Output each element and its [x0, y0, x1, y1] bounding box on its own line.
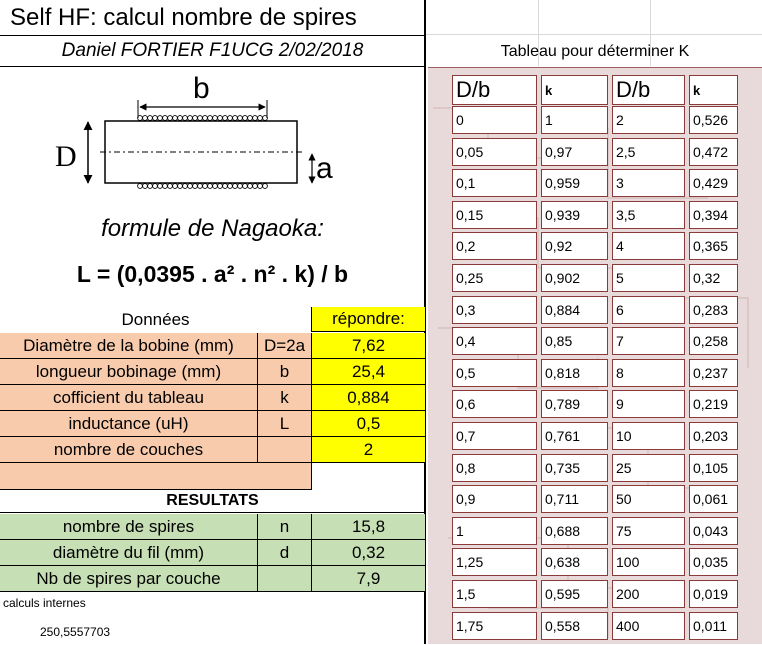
input-label: nombre de couches [0, 437, 258, 463]
wire-turn [243, 116, 248, 121]
k-table-cell: 0,15 [452, 201, 537, 229]
input-value-field[interactable]: 25,4 [312, 359, 425, 385]
gridline [425, 34, 762, 35]
k-table-cell: 1,5 [452, 580, 537, 608]
wire-turn [253, 116, 258, 121]
wire-turn [243, 184, 248, 189]
results-title: RESULTATS [0, 489, 425, 513]
input-symbol: k [258, 385, 312, 411]
input-value-field[interactable]: 0,884 [312, 385, 425, 411]
label-d: D [55, 140, 77, 173]
result-value: 0,32 [312, 540, 425, 566]
k-table-cell: 0,472 [689, 138, 738, 166]
k-table-cell: 0,711 [541, 485, 608, 513]
k-table-cell: 0,5 [452, 359, 537, 387]
k-table-cell: 3,5 [612, 201, 685, 229]
k-table-cell: 0,735 [541, 454, 608, 482]
wire-turn [218, 184, 223, 189]
wire-turn [203, 116, 208, 121]
k-table-cell: 200 [612, 580, 685, 608]
k-table-cell: 75 [612, 517, 685, 545]
k-table-cell: 0,884 [541, 296, 608, 324]
k-table-cell: 0,25 [452, 264, 537, 292]
k-table-cell: 0,818 [541, 359, 608, 387]
wire-turn [163, 184, 168, 189]
k-table-cell: 9 [612, 390, 685, 418]
wire-turn [148, 116, 153, 121]
wire-turn [203, 184, 208, 189]
k-table-cell: 0,688 [541, 517, 608, 545]
k-table-cell: 0,85 [541, 327, 608, 355]
k-table-cell: 0,3 [452, 296, 537, 324]
k-table-cell: 0,203 [689, 422, 738, 450]
k-table-cell: 400 [612, 612, 685, 640]
wire-turn [163, 116, 168, 121]
k-table-cell: 0,595 [541, 580, 608, 608]
result-symbol [258, 566, 312, 592]
formula-caption: formule de Nagaoka: [101, 215, 324, 242]
wire-turn [178, 116, 183, 121]
k-table-cell: 0 [452, 106, 537, 134]
wire-turn [248, 116, 253, 121]
wire-turn [188, 116, 193, 121]
wire-turn [173, 184, 178, 189]
wire-turn [153, 184, 158, 189]
k-table-cell: 2,5 [612, 138, 685, 166]
k-table-header: k [689, 75, 738, 105]
label-a: a [316, 152, 333, 185]
k-table-cell: 0,32 [689, 264, 738, 292]
k-table-cell: 0,902 [541, 264, 608, 292]
result-value: 15,8 [312, 514, 425, 540]
wire-turn [168, 184, 173, 189]
result-symbol: d [258, 540, 312, 566]
k-table-cell: 4 [612, 232, 685, 260]
k-table-cell: 0,959 [541, 169, 608, 197]
wire-turn [263, 184, 268, 189]
wire-turn [233, 116, 238, 121]
wire-turn [258, 116, 263, 121]
k-table-cell: 0,05 [452, 138, 537, 166]
input-symbol: b [258, 359, 312, 385]
k-table-cell: 50 [612, 485, 685, 513]
k-table-cell: 7 [612, 327, 685, 355]
inputs-header: Données [0, 307, 312, 332]
wire-turn [153, 116, 158, 121]
wire-turn [173, 116, 178, 121]
wire-turn [213, 184, 218, 189]
label-b: b [193, 72, 210, 105]
k-table-cell: 1,75 [452, 612, 537, 640]
wire-turn [258, 184, 263, 189]
k-table-cell: 0,258 [689, 327, 738, 355]
k-table-cell: 1 [541, 106, 608, 134]
k-table-header: D/b [452, 75, 537, 105]
wire-turn [228, 116, 233, 121]
k-table-cell: 0,7 [452, 422, 537, 450]
wire-turn [233, 184, 238, 189]
wire-turn [238, 116, 243, 121]
k-table-header: D/b [612, 75, 685, 105]
k-table-cell: 0,1 [452, 169, 537, 197]
nagaoka-formula: L = (0,0395 . a² . n² . k) / b [76, 260, 349, 287]
result-label: nombre de spires [0, 514, 258, 540]
input-label: longueur bobinage (mm) [0, 359, 258, 385]
input-label: inductance (uH) [0, 411, 258, 437]
input-value-field[interactable]: 7,62 [312, 333, 425, 359]
wire-turn [158, 116, 163, 121]
k-table-cell: 25 [612, 454, 685, 482]
k-table-cell: 0,92 [541, 232, 608, 260]
wire-turn [183, 116, 188, 121]
wire-turn [188, 184, 193, 189]
wire-turn [253, 184, 258, 189]
input-symbol: D=2a [258, 333, 312, 359]
wire-turn [143, 116, 148, 121]
result-symbol: n [258, 514, 312, 540]
wire-turn [213, 116, 218, 121]
input-value-field[interactable]: 0,5 [312, 411, 425, 437]
k-table-cell: 0,789 [541, 390, 608, 418]
k-table-cell: 0,219 [689, 390, 738, 418]
k-table-title: Tableau pour déterminer K [500, 43, 690, 60]
wire-turn [168, 116, 173, 121]
wire-turn [198, 184, 203, 189]
k-table-cell: 0,283 [689, 296, 738, 324]
k-table-cell: 5 [612, 264, 685, 292]
internal-value: 250,5557703 [40, 625, 111, 639]
k-table-cell: 8 [612, 359, 685, 387]
wire-turn [248, 184, 253, 189]
k-table-cell: 0,4 [452, 327, 537, 355]
coil-diagram [50, 70, 360, 200]
k-table-cell: 0,6 [452, 390, 537, 418]
k-table-cell: 0,9 [452, 485, 537, 513]
k-table-cell: 100 [612, 548, 685, 576]
wire-turn [208, 116, 213, 121]
wire-turn [158, 184, 163, 189]
result-label: diamètre du fil (mm) [0, 540, 258, 566]
author-line: Daniel FORTIER F1UCG 2/02/2018 [0, 36, 425, 67]
wire-turn [178, 184, 183, 189]
k-table-cell: 0,761 [541, 422, 608, 450]
k-table-cell: 0,061 [689, 485, 738, 513]
wire-turn [223, 116, 228, 121]
sheet-title: Self HF: calcul nombre de spires [0, 0, 425, 36]
k-table-cell: 0,939 [541, 201, 608, 229]
k-table-cell: 0,394 [689, 201, 738, 229]
k-table-cell: 6 [612, 296, 685, 324]
wire-turn [193, 116, 198, 121]
k-table-header: k [541, 75, 608, 105]
k-table-cell: 0,429 [689, 169, 738, 197]
input-spacer [0, 463, 312, 490]
wire-turn [183, 184, 188, 189]
input-symbol [258, 437, 312, 463]
k-table-cell: 0,2 [452, 232, 537, 260]
k-table-cell: 2 [612, 106, 685, 134]
k-table-cell: 0,019 [689, 580, 738, 608]
wire-turn [228, 184, 233, 189]
internal-label: calculs internes [3, 596, 86, 610]
k-table-cell: 0,237 [689, 359, 738, 387]
k-table-cell: 0,8 [452, 454, 537, 482]
wire-turn [238, 184, 243, 189]
k-table-cell: 1 [452, 517, 537, 545]
answer-header: répondre: [312, 307, 425, 332]
k-table-cell: 0,035 [689, 548, 738, 576]
k-table-cell: 0,043 [689, 517, 738, 545]
k-table-cell: 0,638 [541, 548, 608, 576]
k-table-cell: 0,105 [689, 454, 738, 482]
winding-top [138, 116, 268, 121]
result-value: 7,9 [312, 566, 425, 592]
wire-turn [218, 116, 223, 121]
k-table-cell: 0,97 [541, 138, 608, 166]
result-label: Nb de spires par couche [0, 566, 258, 592]
wire-turn [223, 184, 228, 189]
k-table-cell: 1,25 [452, 548, 537, 576]
input-value-field[interactable]: 2 [312, 437, 425, 463]
k-table-cell: 0,365 [689, 232, 738, 260]
wire-turn [208, 184, 213, 189]
wire-turn [148, 184, 153, 189]
wire-turn [138, 184, 143, 189]
k-table-cell: 0,558 [541, 612, 608, 640]
winding-bottom [138, 184, 268, 189]
k-table-cell: 0,526 [689, 106, 738, 134]
wire-turn [193, 184, 198, 189]
input-label: cofficient du tableau [0, 385, 258, 411]
input-label: Diamètre de la bobine (mm) [0, 333, 258, 359]
k-table-cell: 3 [612, 169, 685, 197]
k-table-cell: 0,011 [689, 612, 738, 640]
wire-turn [143, 184, 148, 189]
input-symbol: L [258, 411, 312, 437]
wire-turn [198, 116, 203, 121]
k-table-cell: 10 [612, 422, 685, 450]
